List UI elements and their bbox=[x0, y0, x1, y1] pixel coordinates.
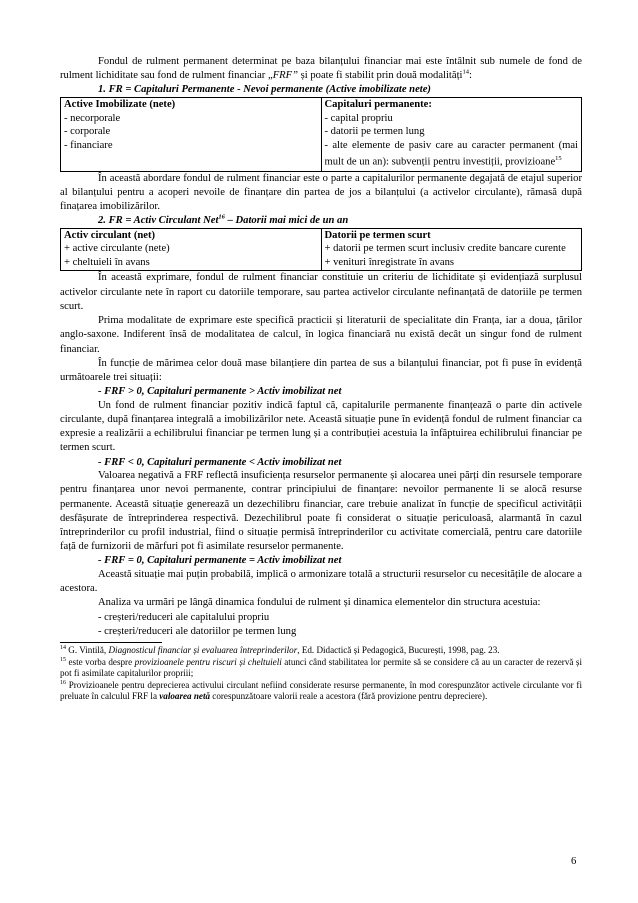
fixed-assets-item: - corporale bbox=[64, 126, 111, 138]
fixed-assets-item: - necorporale bbox=[64, 112, 121, 124]
paragraph-approach: În această abordare fondul de rulment financiar este o parte a capitalurilor permanente degajată de etajul superior al bilanțului pentru a acoperi nevoile de finanțare din partea de jos a bilanțului (a activelor circulante), rămasă după finațarea imobilizărilor. bbox=[60, 172, 582, 212]
permanent-capital-item: - alte elemente de pasiv care au caracter permanent (mai mult de un an): subvenții pentru investiții, provizioane$^{15}$ bbox=[324, 139, 578, 168]
current-assets-cell bbox=[61, 228, 322, 271]
fixed-assets-item: - financiare bbox=[64, 139, 113, 151]
footnote-ref-16: 16 bbox=[218, 213, 225, 221]
frf-term: FRF” bbox=[272, 70, 298, 82]
short-term-debt-cell bbox=[321, 228, 582, 271]
list-item: - creșteri/reduceri ale capitalului propriu bbox=[98, 611, 270, 623]
method-1-heading: 1. FR = Capitaluri Permanente - Nevoi permanente (Active imobilizate nete) bbox=[98, 84, 431, 96]
current-assets-item: + active circulante (nete) bbox=[64, 243, 170, 255]
document-page bbox=[60, 55, 582, 703]
paragraph-zero: Această situație mai puțin probabilă, implică o armonizare totală a structurii resurselor cu necesitățile de alocare a acestora. bbox=[60, 568, 582, 595]
footnote-ref-14: 14 bbox=[462, 68, 469, 76]
footnote-divider bbox=[60, 642, 162, 643]
paragraph-liquidity: În această exprimare, fondul de rulment financiar constituie un criteriu de lichiditate și evidențiază surplusul activelor circulante nete în raport cu datoriile temporare, sau partea activelor circulante nefinanțată de datoriile pe termen scurt. bbox=[60, 272, 582, 312]
balance-table-2 bbox=[60, 228, 582, 272]
footnote-ref-15: 15 bbox=[555, 155, 562, 163]
page-number: 6 bbox=[571, 856, 577, 867]
case-negative-heading: - FRF < 0, Capitaluri permanente < Activ imobilizat net bbox=[98, 456, 342, 468]
case-zero-heading: - FRF = 0, Capitaluri permanente = Activ imobilizat net bbox=[98, 555, 342, 567]
intro-paragraph: Fondul de rulment permanent determinat pe baza bilanțului financiar mai este întâlnit sub numele de fond de rulment lichiditate sau fond de rulment financiar „FRF” și poate fi stabilit prin două modalități$^{14}$: bbox=[60, 56, 582, 82]
paragraph-positive: Un fond de rulment financiar pozitiv indică faptul că, capitalurile permanente finanțează o parte din activele circulante, după finanțarea integrală a imobilizărilor nete. Această situație pune în evidență fondul de rulment financiar ca expresie a realizării a echilibrului financiar pe termen lung și a contribuției acestuia la înfăptuirea echilibrului financiar pe termen scurt. bbox=[60, 399, 582, 454]
short-term-debt-title: Datorii pe termen scurt bbox=[324, 229, 431, 241]
paragraph-situations: În funcție de mărimea celor două mase bilanțiere din partea de sus a bilanțului financiar, pot fi puse în evidență următoarele trei situații: bbox=[60, 357, 582, 383]
footnote-15: $^{15}$ este vorba despre provizioanele pentru riscuri și cheltuieli atunci când stabilitatea lor permite să se considere că au un caracter de rezervă și pot fi asimilate capitalurilor propriii; bbox=[60, 656, 582, 679]
paragraph-practice: Prima modalitate de exprimare este specifică practicii și literaturii de specialitate din Franța, iar a doua, țărilor anglo-saxone. Indiferent însă de modalitatea de calcul, în logica financiară nu există decât un singur fond de rulment financiar. bbox=[60, 315, 582, 355]
paragraph-analysis: Analiza va urmări pe lângă dinamica fondului de rulment și dinamica elementelor din structura acestuia: bbox=[98, 597, 541, 609]
fixed-assets-title: Active Imobilizate (nete) bbox=[64, 99, 176, 110]
balance-table-1 bbox=[60, 97, 582, 172]
footnote-14: $^{14}$ G. Vintilă, Diagnosticul financiar și evaluarea întreprinderilor, Ed. Didactică și Pedagogică, București, 1998, pag. 23. bbox=[60, 644, 500, 655]
permanent-capital-cell bbox=[321, 98, 582, 172]
list-item: - creșteri/reduceri ale datoriilor pe termen lung bbox=[98, 625, 297, 637]
case-positive-heading: - FRF > 0, Capitaluri permanente > Activ imobilizat net bbox=[98, 386, 342, 398]
short-term-debt-item: + venituri înregistrate în avans bbox=[324, 256, 455, 268]
short-term-debt-item: + datorii pe termen scurt inclusiv credite bancare curente bbox=[324, 243, 566, 255]
method-2-heading: 2. FR = Activ Circulant Net$^{16}$ – Datorii mai mici de un an bbox=[98, 213, 349, 227]
current-assets-item: + cheltuieli în avans bbox=[64, 256, 150, 268]
paragraph-negative: Valoarea negativă a FRF reflectă insuficiența resurselor permanente și alocarea unei părți din resursele temporare pentru finanțarea unor nevoi permanente, contrar principiului de finanțare: nevoilor permanente li se alocă resurse permanente. Această situație generează un dezechilibru financiar, care trebuie analizat în funcție de specificul activității desfășurate de întreprinderea respectivă. Dezechilibrul poate fi considerat o situație periculoasă, alarmantă în cazul întreprinderilor cu profil industrial, fiind o situație permisă întreprinderilor cu activitate comercială, pentru care datoriile față de furnizorii de mărfuri pot fi asimilate resurselor permanente. bbox=[60, 470, 582, 553]
footnote-16: $^{16}$ Provizioanele pentru deprecierea activului circulant nefiind considerate resurse permanente, în mod corespunzător activele circulante vor fi preluate în calculul FRF la valoarea netă corespunzătoare valorii reale a acestora (fără provizione pentru depreciere). bbox=[60, 679, 582, 702]
permanent-capital-item: - datorii pe termen lung bbox=[324, 126, 425, 138]
permanent-capital-title: Capitaluri permanente: bbox=[324, 99, 432, 110]
current-assets-title: Activ circulant (net) bbox=[64, 229, 156, 241]
fixed-assets-cell bbox=[61, 98, 322, 172]
permanent-capital-item: - capital propriu bbox=[324, 112, 393, 124]
